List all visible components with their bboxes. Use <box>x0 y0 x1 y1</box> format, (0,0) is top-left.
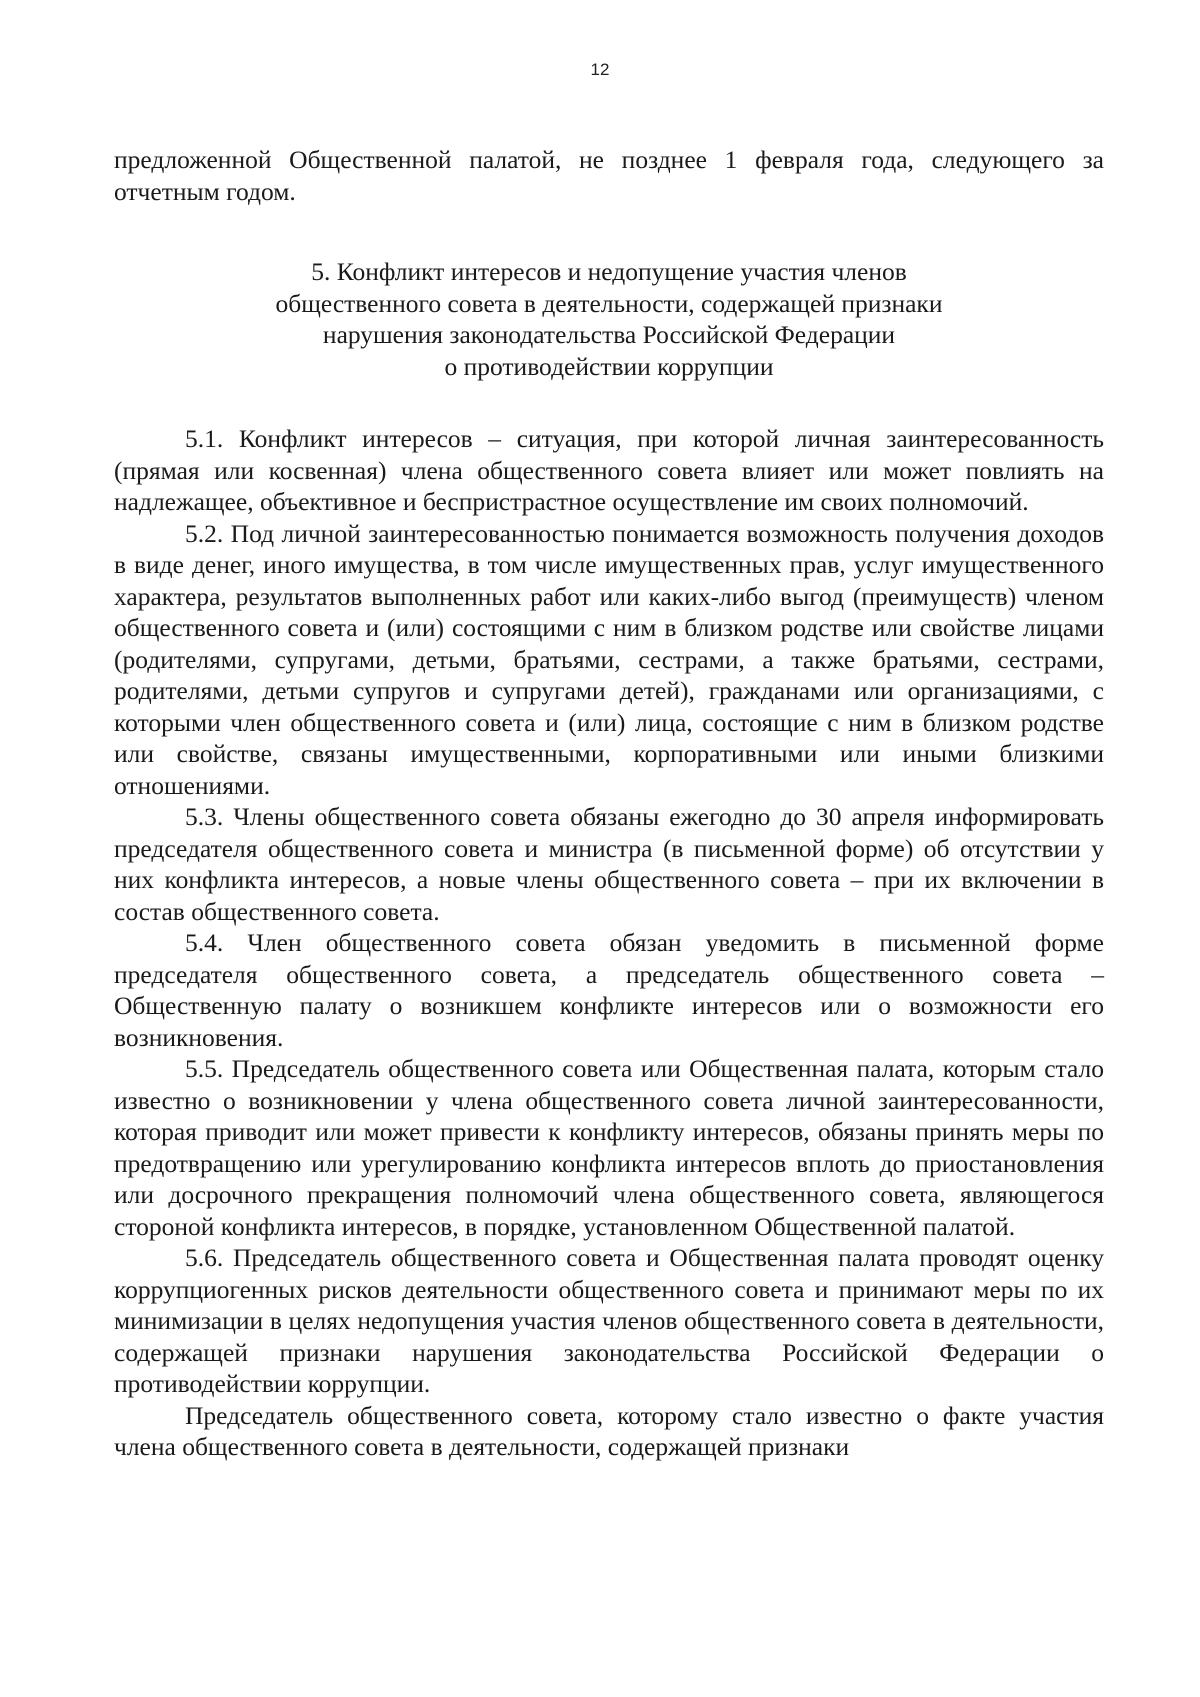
paragraph-5-6: 5.6. Председатель общественного совета и Общественная палата проводят оценку коррупциогенных рисков деятельности общественного совета и принимают меры по их минимизации в целях недопущения участия членов общественного совета в деятельности, содержащей признаки нарушения законодательства Российской Федерации о противодействии коррупции. <box>114 1243 1104 1398</box>
section-heading-line: нарушения законодательства Российской Федерации <box>322 320 896 349</box>
document-body <box>114 144 1104 1463</box>
paragraph-5-5: 5.5. Председатель общественного совета или Общественная палата, которым стало известно о возникновении у члена общественного совета личной заинтересованности, которая приводит или может привести к конфликту интересов, обязаны принять меры по предотвращению или урегулированию конфликта интересов вплоть до приостановления или досрочного прекращения полномочий члена общественного совета, являющегося стороной конфликта интересов, в порядке, установленном Общественной палатой. <box>114 1054 1104 1241</box>
section-heading <box>114 256 1104 382</box>
section-heading-line: общественного совета в деятельности, содержащей признаки <box>275 288 943 318</box>
paragraph-5-4: 5.4. Член общественного совета обязан уведомить в письменной форме председателя общественного совета, а председатель общественного совета – Общественную палату о возникшем конфликте интересов или о возможности его возникновения. <box>114 928 1104 1052</box>
paragraph-5-2: 5.2. Под личной заинтересованностью понимается возможность получения доходов в виде денег, иного имущества, в том числе имущественных прав, услуг имущественного характера, результатов выполненных работ или каких-либо выгод (преимуществ) членом общественного совета и (или) состоящими с ним в близком родстве или свойстве лицами (родителями, супругами, детьми, братьями, сестрами, а также братьями, сестрами, родителями, детьми супругов и супругами детей), гражданами или организациями, с которыми член общественного совета и (или) лица, состоящие с ним в близком родстве или свойстве, связаны имущественными, корпоративными или иными близкими отношениями. <box>114 518 1104 800</box>
intro-paragraph: предложенной Общественной палатой, не позднее 1 февраля года, следующего за отчетным годом. <box>114 145 1104 206</box>
page-number: 12 <box>590 60 610 79</box>
section-heading-line: о противодействии коррупции <box>444 351 774 381</box>
paragraph-5-3: 5.3. Члены общественного совета обязаны ежегодно до 30 апреля информировать председателя общественного совета и министра (в письменной форме) об отсутствии у них конфликта интересов, а новые члены общественного совета – при их включении в состав общественного совета. <box>114 802 1104 926</box>
paragraph-continued: Председатель общественного совета, которому стало известно о факте участия члена общественного совета в деятельности, содержащей признаки <box>114 1400 1104 1461</box>
section-heading-line: 5. Конфликт интересов и недопущение участия членов <box>311 257 907 286</box>
paragraph-5-1: 5.1. Конфликт интересов – ситуация, при которой личная заинтересованность (прямая или косвенная) члена общественного совета влияет или может повлиять на надлежащее, объективное и беспристрастное осуществление им своих полномочий. <box>114 424 1104 516</box>
